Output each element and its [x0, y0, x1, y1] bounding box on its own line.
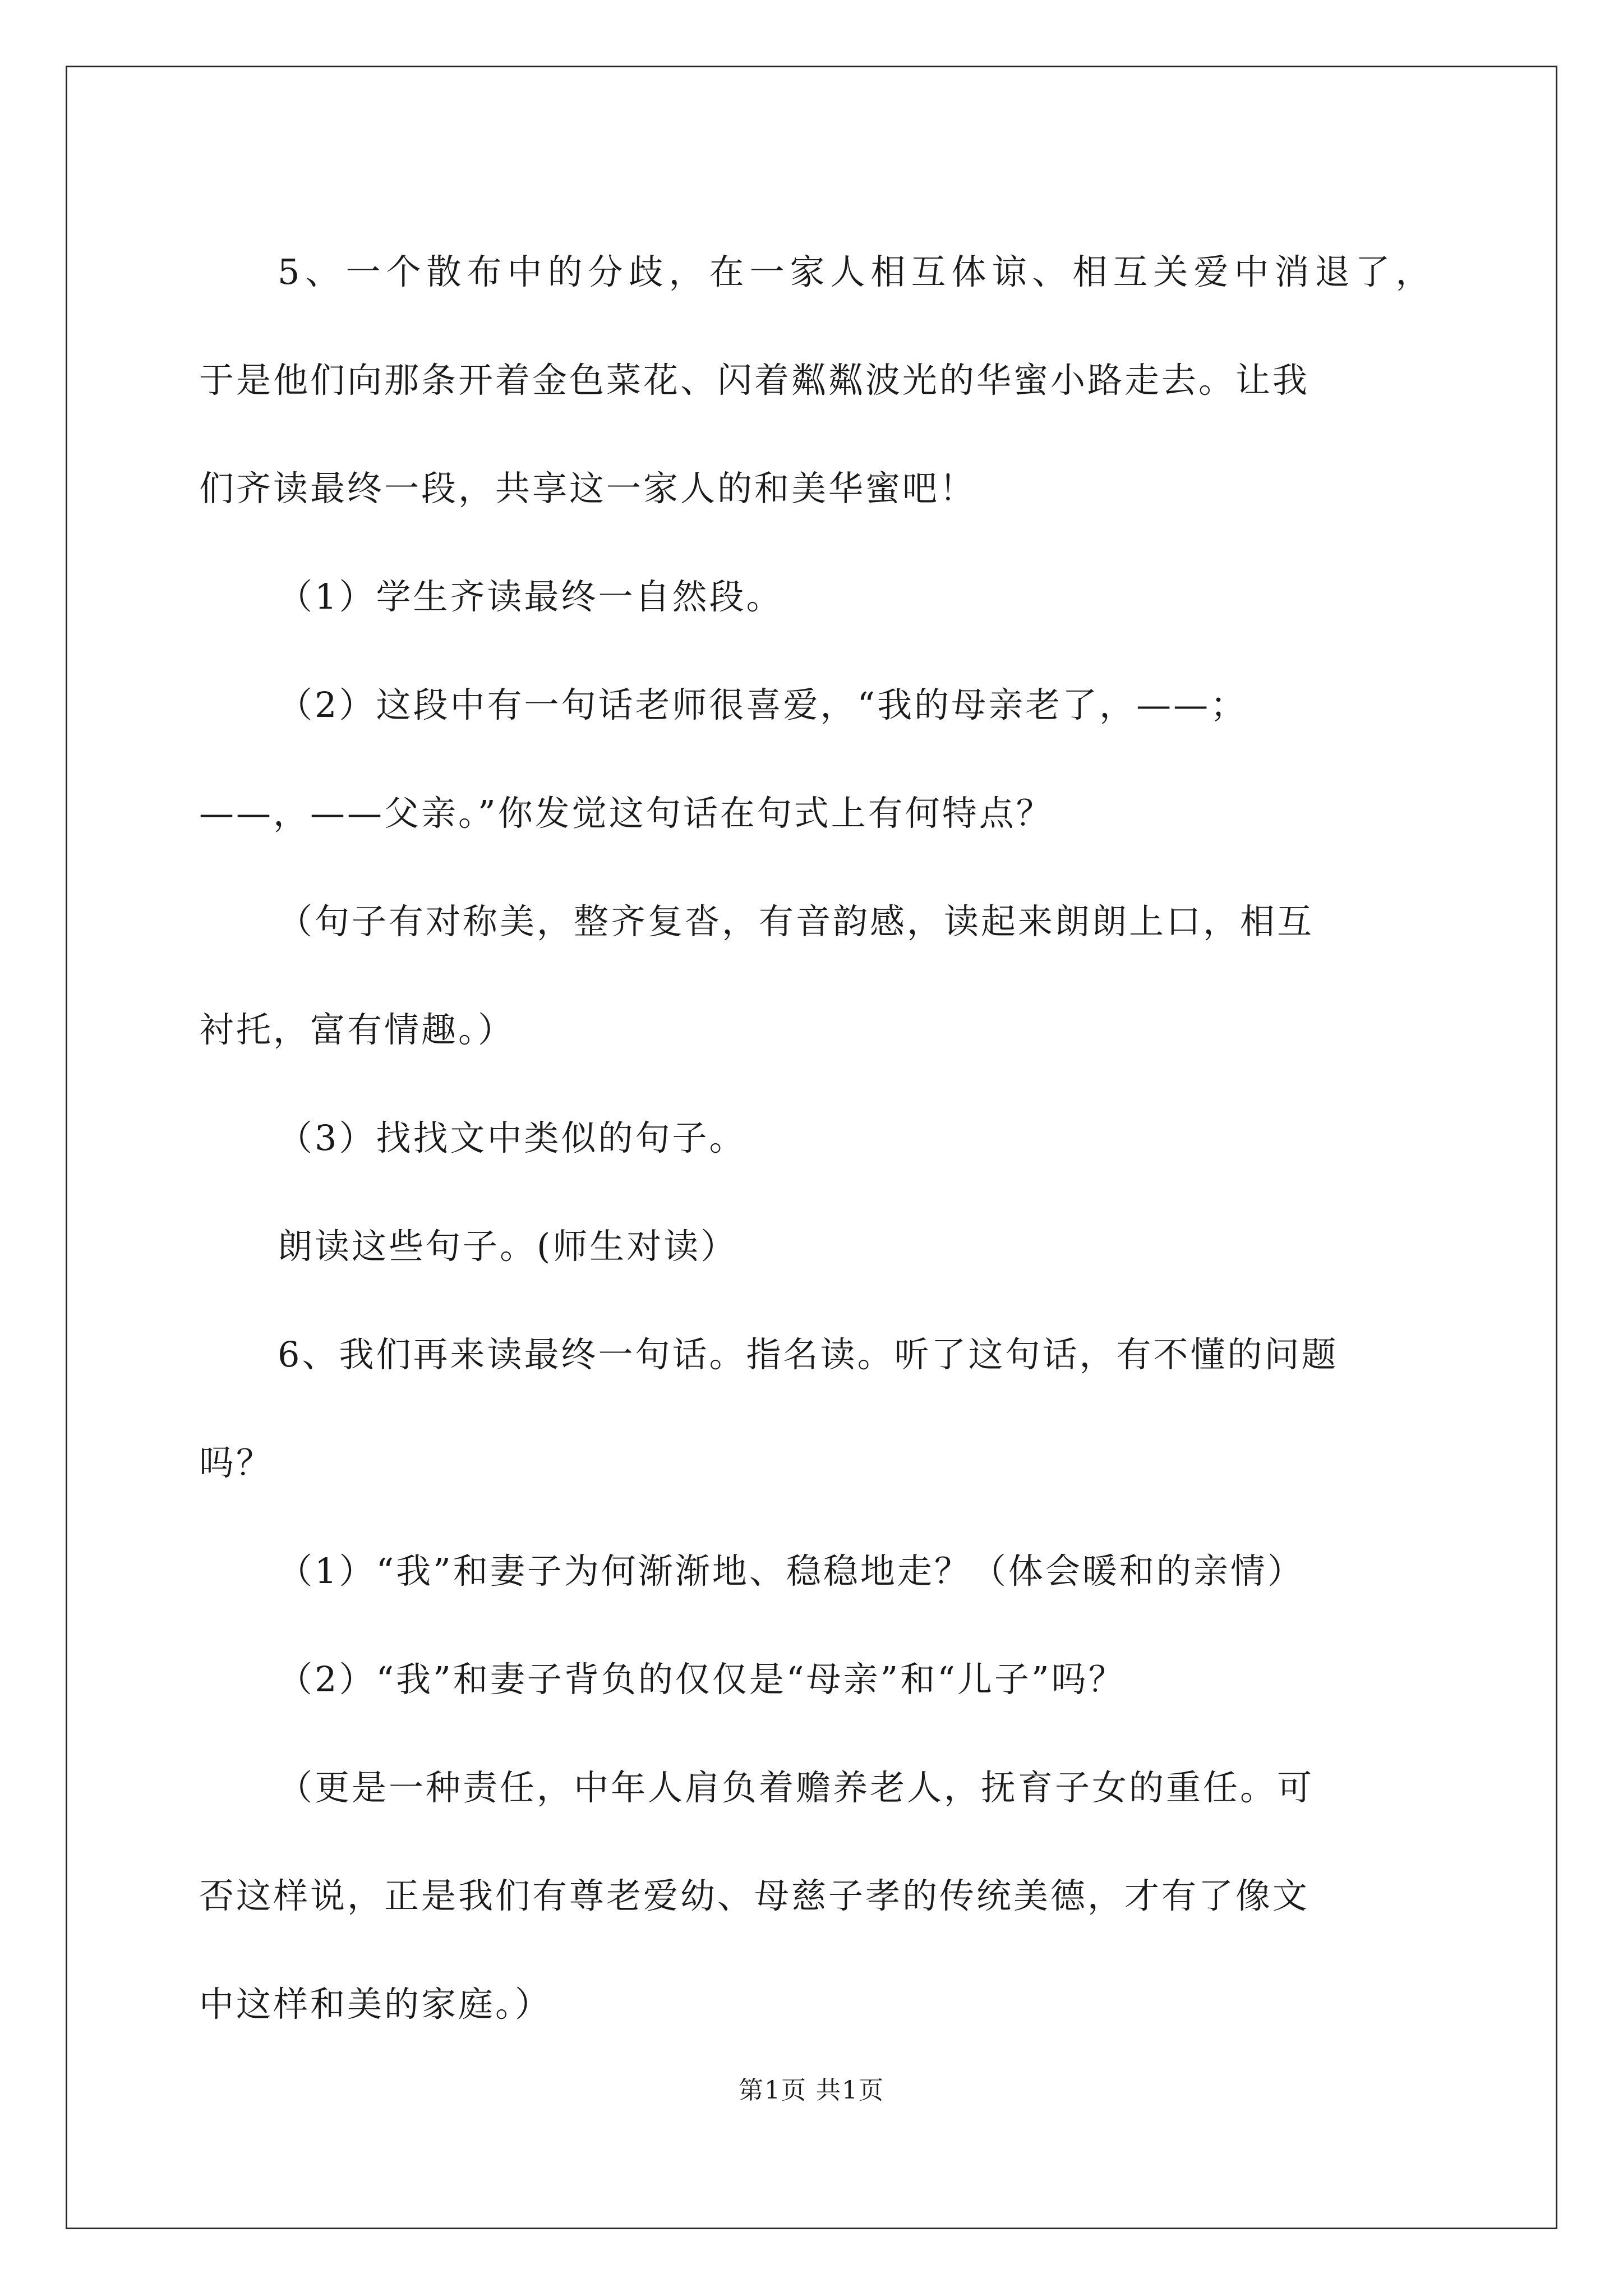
page-number-footer: 第1页 共1页 [739, 2076, 884, 2105]
answer-1-line-2: 衬托，富有情趣。） [199, 1009, 515, 1050]
item-2-line-1: （2）这段中有一句话老师很喜爱，“我的母亲老了，——； [278, 684, 1248, 725]
item-3-text: （3）找找文中类似的句子。 [278, 1117, 746, 1158]
paragraph-6-line-1: 6、我们再来读最终一句话。指名读。听了这句话，有不懂的问题 [278, 1334, 1339, 1375]
question-2-text: （2）“我”和妻子背负的仅仅是“母亲”和“儿子”吗？ [278, 1659, 1126, 1700]
answer-1-line-1: （句子有对称美，整齐复沓，有音韵感，读起来朗朗上口，相互 [278, 901, 1315, 942]
question-1-text: （1）“我”和妻子为何渐渐地、稳稳地走？（体会暖和的亲情） [278, 1550, 1304, 1591]
item-2-line-2: ——，——父亲。”你发觉这句话在句式上有何特点？ [199, 793, 1053, 834]
paragraph-6-line-2: 吗？ [199, 1442, 274, 1483]
reading-note: 朗读这些句子。(师生对读） [278, 1226, 738, 1267]
answer-2-line-2: 否这样说，正是我们有尊老爱幼、母慈子孝的传统美德，才有了像文 [199, 1875, 1310, 1916]
document-body [199, 218, 1438, 2058]
paragraph-5-line-1: 5、一个散布中的分歧，在一家人相互体谅、相互关爱中消退了， [278, 251, 1436, 292]
item-1-text: （1）学生齐读最终一自然段。 [278, 576, 783, 617]
paragraph-5-line-2: 于是他们向那条开着金色菜花、闪着粼粼波光的华蜜小路走去。让我 [199, 360, 1310, 401]
answer-2-line-1: （更是一种责任，中年人肩负着赡养老人，抚育子女的重任。可 [278, 1767, 1315, 1808]
answer-2-line-3: 中这样和美的家庭。） [199, 1984, 552, 2024]
paragraph-5-line-3: 们齐读最终一段，共享这一家人的和美华蜜吧！ [199, 468, 977, 509]
